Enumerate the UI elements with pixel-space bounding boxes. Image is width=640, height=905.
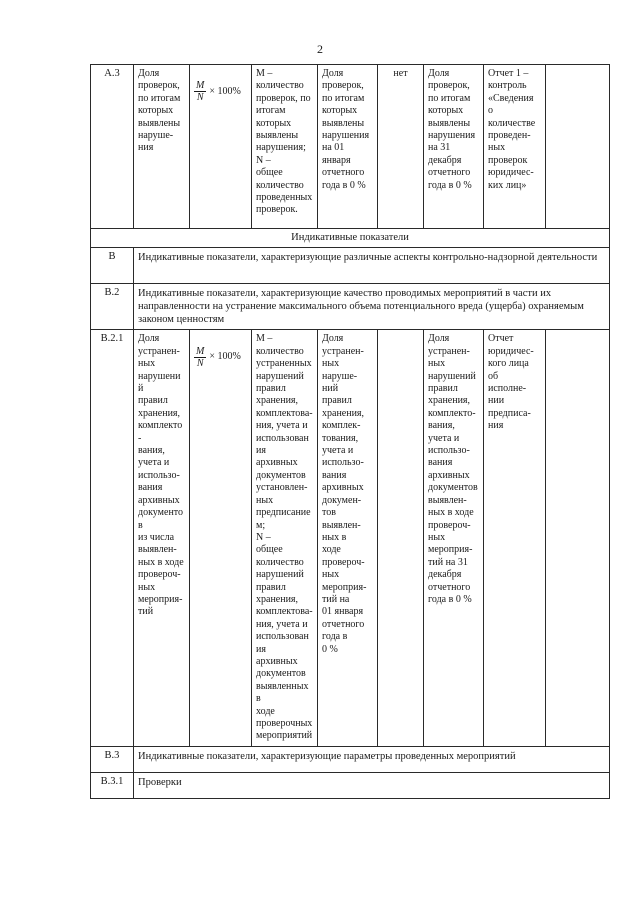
row-text: Индикативные показатели, характеризующие качество проводимых мероприятий в части их направленности на устранение максимального объема потенциального вреда (ущерба) охраняемым законом ценностям <box>134 284 610 330</box>
row-code: В.2 <box>91 284 134 330</box>
source-value: Отчет 1 – контроль «Сведения о количестве проведен- ных проверок юридичес- ких лиц» <box>484 65 546 229</box>
indicators-table <box>90 64 610 799</box>
indicator-name: Доля проверок, по итогам которых выявлены наруше- ния <box>134 65 190 229</box>
page-number: 2 <box>317 42 323 56</box>
table-row-a3 <box>91 65 610 229</box>
empty-cell <box>546 65 610 229</box>
formula-cell <box>190 65 252 229</box>
fraction-numerator: M <box>196 80 205 92</box>
fraction-denominator: N <box>196 357 204 369</box>
source-value: Отчет юридичес- кого лица об исполне- нии предписа- ния <box>484 330 546 746</box>
row-text: Проверки <box>134 772 610 798</box>
table-row-b31 <box>91 772 610 798</box>
row-code: В.3.1 <box>91 772 134 798</box>
baseline-value: Доля проверок, по итогам которых выявлены нарушения на 01 января отчетного года в 0 % <box>318 65 378 229</box>
section-header: Индикативные показатели <box>91 229 610 248</box>
row-code: А.3 <box>91 65 134 229</box>
row-code: В <box>91 248 134 284</box>
formula-comment: M – количество устраненных нарушений правил хранения, комплектова- ния, учета и использования архивных документов установлен- ных предписанием; N – общее количество нарушений правил хранения, комплектова- ния, учета и использования архивных документов выявленных в ходе проверочных мероприятий <box>252 330 318 746</box>
target-value: нет <box>378 65 424 229</box>
formula <box>194 346 241 369</box>
baseline-value: Доля устранен- ных наруше- ний правил хранения, комплек- тования, учета и использо- вания архивных докумен- тов выявлен- ных в ходе провероч- ных мероприя- тий на 01 января отчетного года в 0 % <box>318 330 378 746</box>
formula-cell <box>190 330 252 746</box>
indicator-name: Доля устранен- ных нарушений правил хранения, комплекто- вания, учета и использо- вания архивных документов из числа выявлен- ных в ходе провероч- ных мероприя- тий <box>134 330 190 746</box>
target-value <box>378 330 424 746</box>
row-text: Индикативные показатели, характеризующие различные аспекты контрольно-надзорной деятельности <box>134 248 610 284</box>
table-row-b21 <box>91 330 610 746</box>
formula-comment: M – количество проверок, по итогам которых выявлены нарушения; N – общее количество проведенных проверок. <box>252 65 318 229</box>
section-header-row <box>91 229 610 248</box>
empty-cell <box>546 330 610 746</box>
table-row-b <box>91 248 610 284</box>
formula-suffix: × 100% <box>209 85 241 97</box>
fraction <box>194 80 206 103</box>
row-code: В.2.1 <box>91 330 134 746</box>
fraction-denominator: N <box>196 92 204 104</box>
table-row-b2 <box>91 284 610 330</box>
row-code: В.3 <box>91 746 134 772</box>
deadline-value: Доля устранен- ных нарушений правил хранения, комплекто- вания, учета и использо- вания архивных документов выявлен- ных в ходе провероч- ных мероприя- тий на 31 декабря отчетного года в 0 % <box>424 330 484 746</box>
deadline-value: Доля проверок, по итогам которых выявлены нарушения на 31 декабря отчетного года в 0 % <box>424 65 484 229</box>
formula <box>194 80 241 103</box>
fraction-numerator: M <box>196 345 205 357</box>
table-row-b3 <box>91 746 610 772</box>
fraction <box>194 346 206 369</box>
formula-suffix: × 100% <box>209 351 241 363</box>
row-text: Индикативные показатели, характеризующие параметры проведенных мероприятий <box>134 746 610 772</box>
